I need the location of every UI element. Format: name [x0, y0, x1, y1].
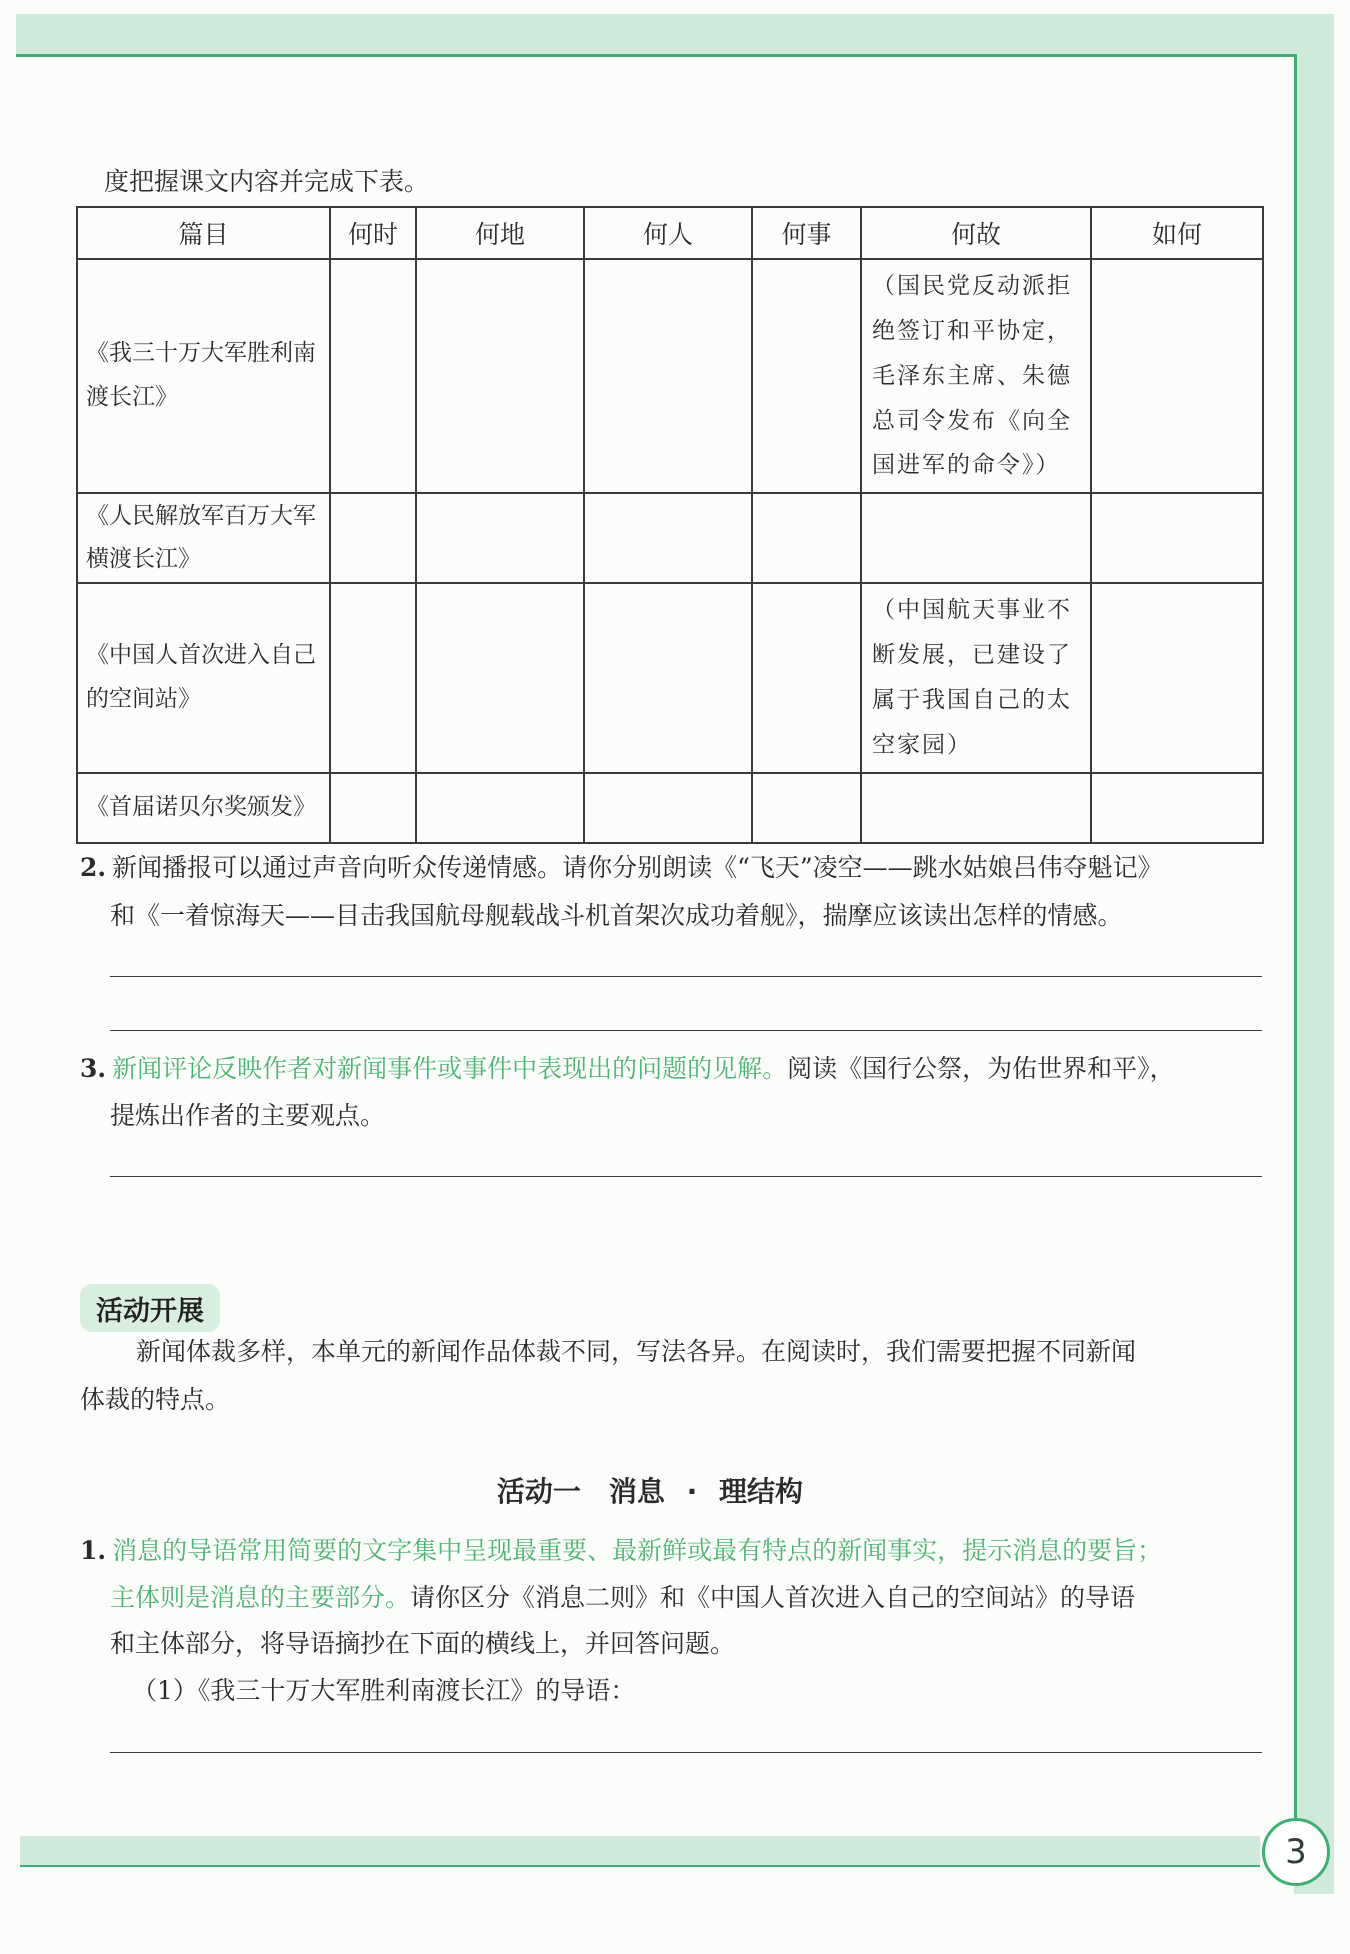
activity-para-line2: 体裁的特点。 [80, 1385, 231, 1414]
a1-line2 [110, 1582, 1135, 1615]
q2-number: 2. [80, 853, 107, 882]
q3-green-text: 新闻评论反映作者对新闻事件或事件中表现出的问题的见解。 [112, 1054, 788, 1083]
answer-cell[interactable] [584, 583, 752, 772]
table-row [77, 773, 1263, 843]
answer-cell[interactable] [1091, 773, 1263, 843]
answer-cell[interactable] [752, 259, 861, 493]
q2-text1: 新闻播报可以通过声音向听众传递情感。请你分别朗读《“飞天”凌空——跳水姑娘吕伟夺魁记》 [112, 853, 1163, 882]
a1-green-text2: 主体则是消息的主要部分。 [110, 1583, 411, 1612]
answer-cell[interactable] [330, 583, 416, 772]
intro-line: 度把握课文内容并完成下表。 [104, 167, 430, 196]
table-row [77, 493, 1263, 583]
bottom-green-band [20, 1836, 1260, 1866]
answer-cell[interactable] [330, 493, 416, 583]
q2-line1 [80, 852, 1163, 885]
answer-cell[interactable] [416, 583, 584, 772]
answer-line[interactable] [110, 1752, 1262, 1753]
activity-one-heading: 活动一 消息 · 理结构 [496, 1475, 804, 1508]
frame-line-top [16, 54, 1294, 57]
activity-para-line1: 新闻体裁多样，本单元的新闻作品体裁不同，写法各异。在阅读时，我们需要把握不同新闻 [136, 1337, 1137, 1366]
a1-line1 [80, 1535, 1162, 1568]
header-ruhe: 如何 [1091, 207, 1263, 259]
right-green-band [1294, 14, 1334, 1894]
frame-line-bottom [20, 1865, 1260, 1867]
q3-text: 阅读《国行公祭，为佑世界和平》， [787, 1054, 1175, 1083]
header-pianmu: 篇目 [77, 207, 330, 259]
a1-number: 1. [80, 1536, 107, 1565]
answer-cell[interactable] [1091, 583, 1263, 772]
row-title: 《首届诺贝尔奖颁发》 [77, 773, 330, 843]
a1-sub1: （1）《我三十万大军胜利南渡长江》的导语： [132, 1676, 636, 1705]
answer-cell[interactable] [1091, 493, 1263, 583]
row-reason: （国民党反动派拒绝签订和平协定，毛泽东主席、朱德总司令发布《向全国进军的命令》） [861, 259, 1091, 493]
frame-line-right [1294, 54, 1297, 1834]
a1-green-text1: 消息的导语常用简要的文字集中呈现最重要、最新鲜或最有特点的新闻事实，提示消息的要旨； [112, 1536, 1163, 1565]
top-green-band [16, 14, 1334, 54]
header-heshi-event: 何事 [752, 207, 861, 259]
a1-line3: 和主体部分，将导语摘抄在下面的横线上，并回答问题。 [110, 1629, 736, 1658]
header-heshi: 何时 [330, 207, 416, 259]
answer-cell[interactable] [1091, 259, 1263, 493]
header-hegu: 何故 [861, 207, 1091, 259]
header-heren: 何人 [584, 207, 752, 259]
table-row [77, 259, 1263, 493]
answer-cell[interactable] [861, 773, 1091, 843]
answer-line[interactable] [110, 1176, 1262, 1177]
answer-cell[interactable] [752, 493, 861, 583]
answer-cell[interactable] [752, 773, 861, 843]
answer-cell[interactable] [416, 259, 584, 493]
table-row [77, 583, 1263, 772]
answer-line[interactable] [110, 1030, 1262, 1031]
answer-line[interactable] [110, 976, 1262, 977]
activity-badge: 活动开展 [80, 1284, 220, 1332]
q3-number: 3. [80, 1054, 107, 1083]
answer-cell[interactable] [330, 773, 416, 843]
answer-cell[interactable] [416, 493, 584, 583]
table-header-row [77, 207, 1263, 259]
row-title: 《人民解放军百万大军横渡长江》 [77, 493, 330, 583]
q3-line1 [80, 1053, 1175, 1086]
answer-cell[interactable] [584, 493, 752, 583]
header-hedi: 何地 [416, 207, 584, 259]
row-reason: （中国航天事业不断发展，已建设了属于我国自己的太空家园） [861, 583, 1091, 772]
answer-cell[interactable] [584, 773, 752, 843]
q2-line2: 和《一着惊海天——目击我国航母舰载战斗机首架次成功着舰》，揣摩应该读出怎样的情感。 [110, 901, 1123, 930]
page-number: 3 [1262, 1818, 1330, 1886]
q3-line2: 提炼出作者的主要观点。 [110, 1101, 386, 1130]
row-title: 《中国人首次进入自己的空间站》 [77, 583, 330, 772]
a1-text2: 请你区分《消息二则》和《中国人首次进入自己的空间站》的导语 [410, 1583, 1136, 1612]
answer-cell[interactable] [330, 259, 416, 493]
answer-cell[interactable] [861, 493, 1091, 583]
answer-cell[interactable] [584, 259, 752, 493]
info-table [76, 206, 1264, 844]
answer-cell[interactable] [416, 773, 584, 843]
answer-cell[interactable] [752, 583, 861, 772]
row-title: 《我三十万大军胜利南渡长江》 [77, 259, 330, 493]
